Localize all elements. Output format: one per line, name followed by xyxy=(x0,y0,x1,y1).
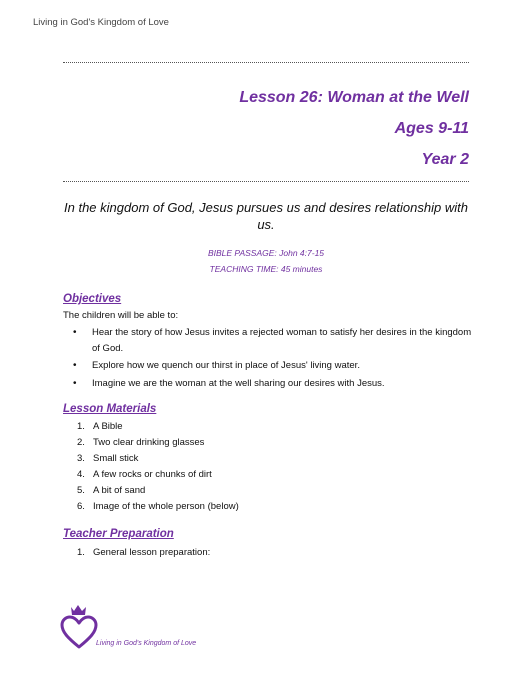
age-range: Ages 9-11 xyxy=(394,120,469,137)
bullet-icon: • xyxy=(73,360,77,371)
divider-bottom xyxy=(63,181,469,182)
item-text: Image of the whole person (below) xyxy=(93,501,239,512)
objectives-heading: Objectives xyxy=(63,293,122,305)
bullet-icon: • xyxy=(73,327,77,338)
list-item xyxy=(63,483,239,499)
crown-heart-icon xyxy=(58,603,100,651)
preparation-list xyxy=(63,545,210,561)
item-number: 6. xyxy=(77,501,85,512)
list-item xyxy=(63,545,210,561)
bible-passage: BIBLE PASSAGE: John 4:7-15 xyxy=(207,248,325,258)
item-number: 4. xyxy=(77,469,85,480)
lesson-title: Lesson 26: Woman at the Well xyxy=(239,89,469,106)
divider-top xyxy=(63,62,469,63)
lesson-theme: In the kingdom of God, Jesus pursues us and desires relationship with us. xyxy=(64,200,468,232)
objective-text: Imagine we are the woman at the well sharing our desires with Jesus. xyxy=(92,377,385,389)
item-text: Two clear drinking glasses xyxy=(93,437,205,448)
list-item xyxy=(63,499,239,515)
running-header: Living in God's Kingdom of Love xyxy=(33,17,169,28)
item-text: Small stick xyxy=(93,453,139,464)
item-number: 5. xyxy=(77,485,85,496)
item-number: 3. xyxy=(77,453,85,464)
materials-list xyxy=(63,419,239,515)
item-text: A few rocks or chunks of dirt xyxy=(93,469,212,480)
objectives-intro: The children will be able to: xyxy=(63,310,179,321)
item-text: A bit of sand xyxy=(93,485,146,496)
item-number: 1. xyxy=(77,547,85,558)
teaching-time: TEACHING TIME: 45 minutes xyxy=(209,264,323,274)
list-item xyxy=(63,435,239,451)
item-number: 2. xyxy=(77,437,85,448)
list-item xyxy=(63,467,239,483)
bullet-icon: • xyxy=(73,377,77,389)
item-text: General lesson preparation: xyxy=(93,547,211,558)
objective-text: Explore how we quench our thirst in place of Jesus' living water. xyxy=(92,360,360,371)
item-text: A Bible xyxy=(93,421,123,432)
materials-heading: Lesson Materials xyxy=(63,403,157,415)
list-item xyxy=(63,451,239,467)
footer-text: Living in God's Kingdom of Love xyxy=(96,640,197,647)
preparation-heading: Teacher Preparation xyxy=(63,528,174,540)
list-item xyxy=(63,419,239,435)
list-item xyxy=(63,358,473,374)
objectives-list xyxy=(63,325,473,393)
item-number: 1. xyxy=(77,421,85,432)
year-label: Year 2 xyxy=(421,151,469,168)
list-item xyxy=(63,325,473,356)
objective-text: Hear the story of how Jesus invites a rejected woman to satisfy her desires in the kingdom of God. xyxy=(92,327,472,354)
list-item xyxy=(63,376,473,392)
